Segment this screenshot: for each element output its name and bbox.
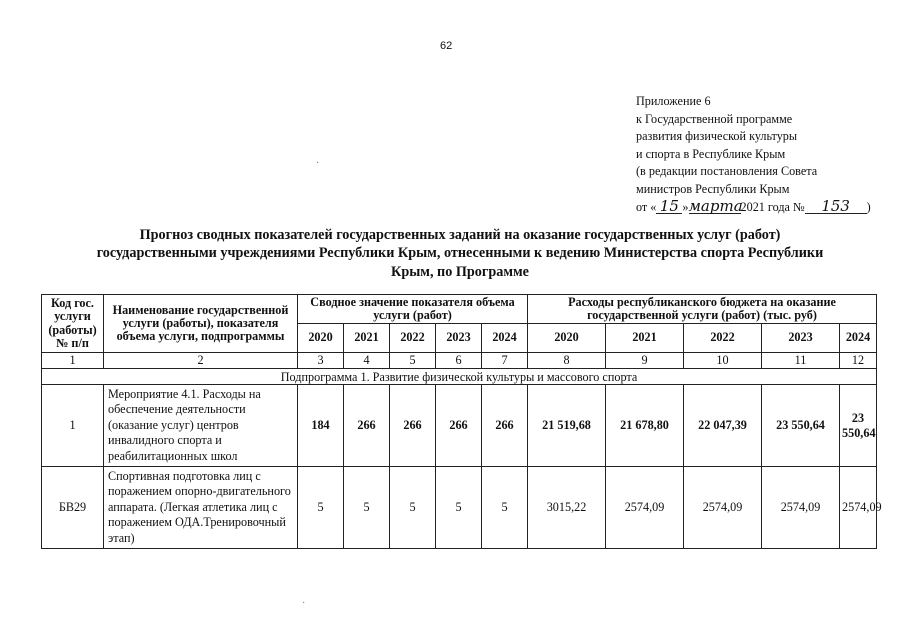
volume-cell: 266	[436, 385, 482, 467]
volume-cell: 266	[482, 385, 528, 467]
column-number: 3	[298, 353, 344, 369]
table-row	[42, 467, 877, 549]
volume-cell: 184	[298, 385, 344, 467]
scan-speck: ·	[316, 158, 320, 169]
header-code: Код гос. услуги (работы) № п/п	[42, 295, 104, 353]
column-number: 7	[482, 353, 528, 369]
expense-cell: 21 519,68	[528, 385, 606, 467]
volume-year: 2023	[436, 324, 482, 353]
volume-cell: 266	[344, 385, 390, 467]
expense-cell: 3015,22	[528, 467, 606, 549]
volume-cell: 5	[390, 467, 436, 549]
column-number-row	[42, 353, 877, 369]
volume-cell: 5	[298, 467, 344, 549]
column-number: 8	[528, 353, 606, 369]
expense-year: 2024	[840, 324, 877, 353]
column-number: 2	[104, 353, 298, 369]
appendix-line: развития физической культуры	[636, 129, 798, 144]
page-number: 62	[440, 40, 453, 52]
expense-cell: 2574,09	[684, 467, 762, 549]
row-code: 1	[42, 385, 104, 467]
column-number: 6	[436, 353, 482, 369]
volume-cell: 5	[482, 467, 528, 549]
document-title: Прогноз сводных показателей государственных заданий на оказание государственных услуг (работ) государственными учреждениями Республики Крым, отнесенными к ведению Министерства спорта Республики Крым, по Программе	[96, 227, 824, 280]
subprogram-title: Подпрограмма 1. Развитие физической культуры и массового спорта	[42, 369, 877, 385]
expense-cell: 2574,09	[762, 467, 840, 549]
appendix-block	[636, 93, 886, 216]
expense-year: 2023	[762, 324, 840, 353]
expense-cell: 22 047,39	[684, 385, 762, 467]
scan-speck: ·	[302, 598, 306, 609]
volume-year: 2024	[482, 324, 528, 353]
appendix-date-line	[636, 196, 886, 217]
date-close: )	[866, 199, 871, 214]
row-name: Спортивная подготовка лиц с поражением опорно-двигательного аппарата. (Легкая атлетика лиц с поражением ОДА.Тренировочный этап)	[104, 467, 298, 549]
volume-year: 2021	[344, 324, 390, 353]
volume-cell: 266	[390, 385, 436, 467]
appendix-line: и спорта в Республике Крым	[636, 146, 786, 161]
column-number: 1	[42, 353, 104, 369]
column-number: 12	[840, 353, 877, 369]
appendix-line: к Государственной программе	[636, 111, 793, 126]
expense-cell: 2574,09	[840, 467, 877, 549]
row-name: Мероприятие 4.1. Расходы на обеспечение деятельности (оказание услуг) центров инвалидного спорта и реабилитационных школ	[104, 385, 298, 467]
expense-year: 2021	[606, 324, 684, 353]
column-number: 4	[344, 353, 390, 369]
expense-cell: 2574,09	[606, 467, 684, 549]
forecast-table	[41, 294, 882, 549]
volume-year: 2022	[390, 324, 436, 353]
expense-cell: 23 550,64	[762, 385, 840, 467]
date-mid: »	[682, 199, 689, 214]
handwritten-day: 15	[656, 200, 682, 214]
volume-cell: 5	[344, 467, 390, 549]
handwritten-month: марта	[688, 196, 743, 215]
expense-year: 2020	[528, 324, 606, 353]
handwritten-number: 153	[805, 200, 867, 214]
row-code: БВ29	[42, 467, 104, 549]
date-prefix: от «	[636, 199, 657, 214]
appendix-line: министров Республики Крым	[636, 181, 790, 196]
table-row	[42, 385, 877, 467]
header-expenses: Расходы республиканского бюджета на оказание государственной услуги (работ) (тыс. руб)	[528, 295, 877, 324]
expense-year: 2022	[684, 324, 762, 353]
section-row	[42, 369, 877, 385]
volume-cell: 5	[436, 467, 482, 549]
appendix-line: Приложение 6	[636, 94, 711, 108]
appendix-line: (в редакции постановления Совета	[636, 164, 818, 179]
header-row	[42, 295, 877, 324]
column-number: 9	[606, 353, 684, 369]
expense-cell: 21 678,80	[606, 385, 684, 467]
column-number: 5	[390, 353, 436, 369]
column-number: 11	[762, 353, 840, 369]
date-year: 2021 года №	[740, 199, 805, 214]
column-number: 10	[684, 353, 762, 369]
header-name: Наименование государственной услуги (работы), показателя объема услуги, подпрограммы	[104, 295, 298, 353]
header-volume: Сводное значение показателя объема услуги (работ)	[298, 295, 528, 324]
volume-year: 2020	[298, 324, 344, 353]
expense-cell: 23 550,64	[840, 385, 877, 467]
